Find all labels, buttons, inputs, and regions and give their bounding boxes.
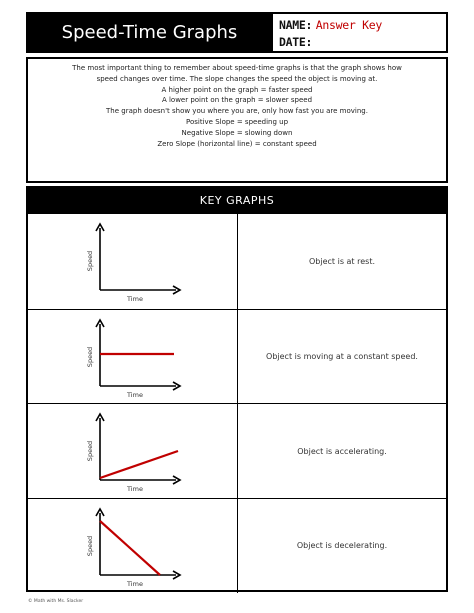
speed-time-graph (28, 214, 237, 309)
y-axis-label: Speed (86, 535, 94, 556)
key-graphs-table (26, 214, 448, 592)
intro-line: Zero Slope (horizontal line) = constant speed (157, 139, 317, 148)
graph-row-3 (28, 403, 446, 499)
graph-row-4 (28, 498, 446, 594)
key-graphs-header (26, 186, 448, 214)
graph-cell (28, 310, 238, 405)
speed-line-decreasing (100, 521, 160, 575)
name-date-box (273, 12, 448, 53)
description-cell (238, 499, 446, 594)
speed-time-graph (28, 499, 237, 594)
page-title (26, 12, 273, 53)
title-text: Speed-Time Graphs (61, 22, 238, 43)
description-cell (238, 310, 446, 405)
x-axis-label: Time (127, 485, 143, 493)
name-value: Answer Key (315, 18, 383, 32)
footer-credit: © Math with Ms. Slacker (28, 599, 84, 604)
x-axis-label: Time (127, 295, 143, 303)
graph-description: Object is accelerating. (297, 446, 387, 456)
intro-line: The most important thing to remember about speed-time graphs is that the graph shows how (72, 64, 402, 72)
graph-description: Object is at rest. (309, 256, 375, 266)
graph-row-1 (28, 214, 446, 309)
intro-line: The graph doesn't show you where you are, only how fast you are moving. (106, 107, 368, 116)
y-axis-label: Speed (86, 346, 94, 367)
date-line (279, 34, 440, 51)
intro-line: Negative Slope = slowing down (181, 128, 293, 137)
y-axis-label: Speed (86, 440, 94, 462)
x-axis-label: Time (127, 579, 143, 588)
description-cell (238, 214, 446, 309)
graph-cell (28, 214, 238, 309)
intro-line: A lower point on the graph = slower speed (161, 96, 313, 105)
graph-cell (28, 404, 238, 499)
x-axis-label: Time (127, 390, 143, 399)
speed-line-increasing (100, 451, 178, 478)
description-cell (238, 404, 446, 499)
date-label: DATE: (279, 35, 313, 49)
graph-row-2 (28, 309, 446, 405)
name-line (279, 17, 440, 34)
y-axis-label: Speed (86, 250, 94, 272)
graph-description: Object is moving at a constant speed. (266, 352, 418, 362)
speed-time-graph (28, 404, 237, 499)
speed-time-graph (28, 310, 237, 405)
graph-description: Object is decelerating. (296, 541, 388, 551)
key-graphs-title: KEY GRAPHS (199, 193, 275, 207)
intro-line: speed changes over time. The slope changes the speed the object is moving at. (96, 74, 378, 83)
intro-line: Positive Slope = speeding up (185, 117, 289, 126)
name-label: NAME: (279, 18, 313, 32)
intro-box (26, 57, 448, 183)
graph-cell (28, 499, 238, 594)
intro-line: A higher point on the graph = faster speed (161, 85, 313, 94)
